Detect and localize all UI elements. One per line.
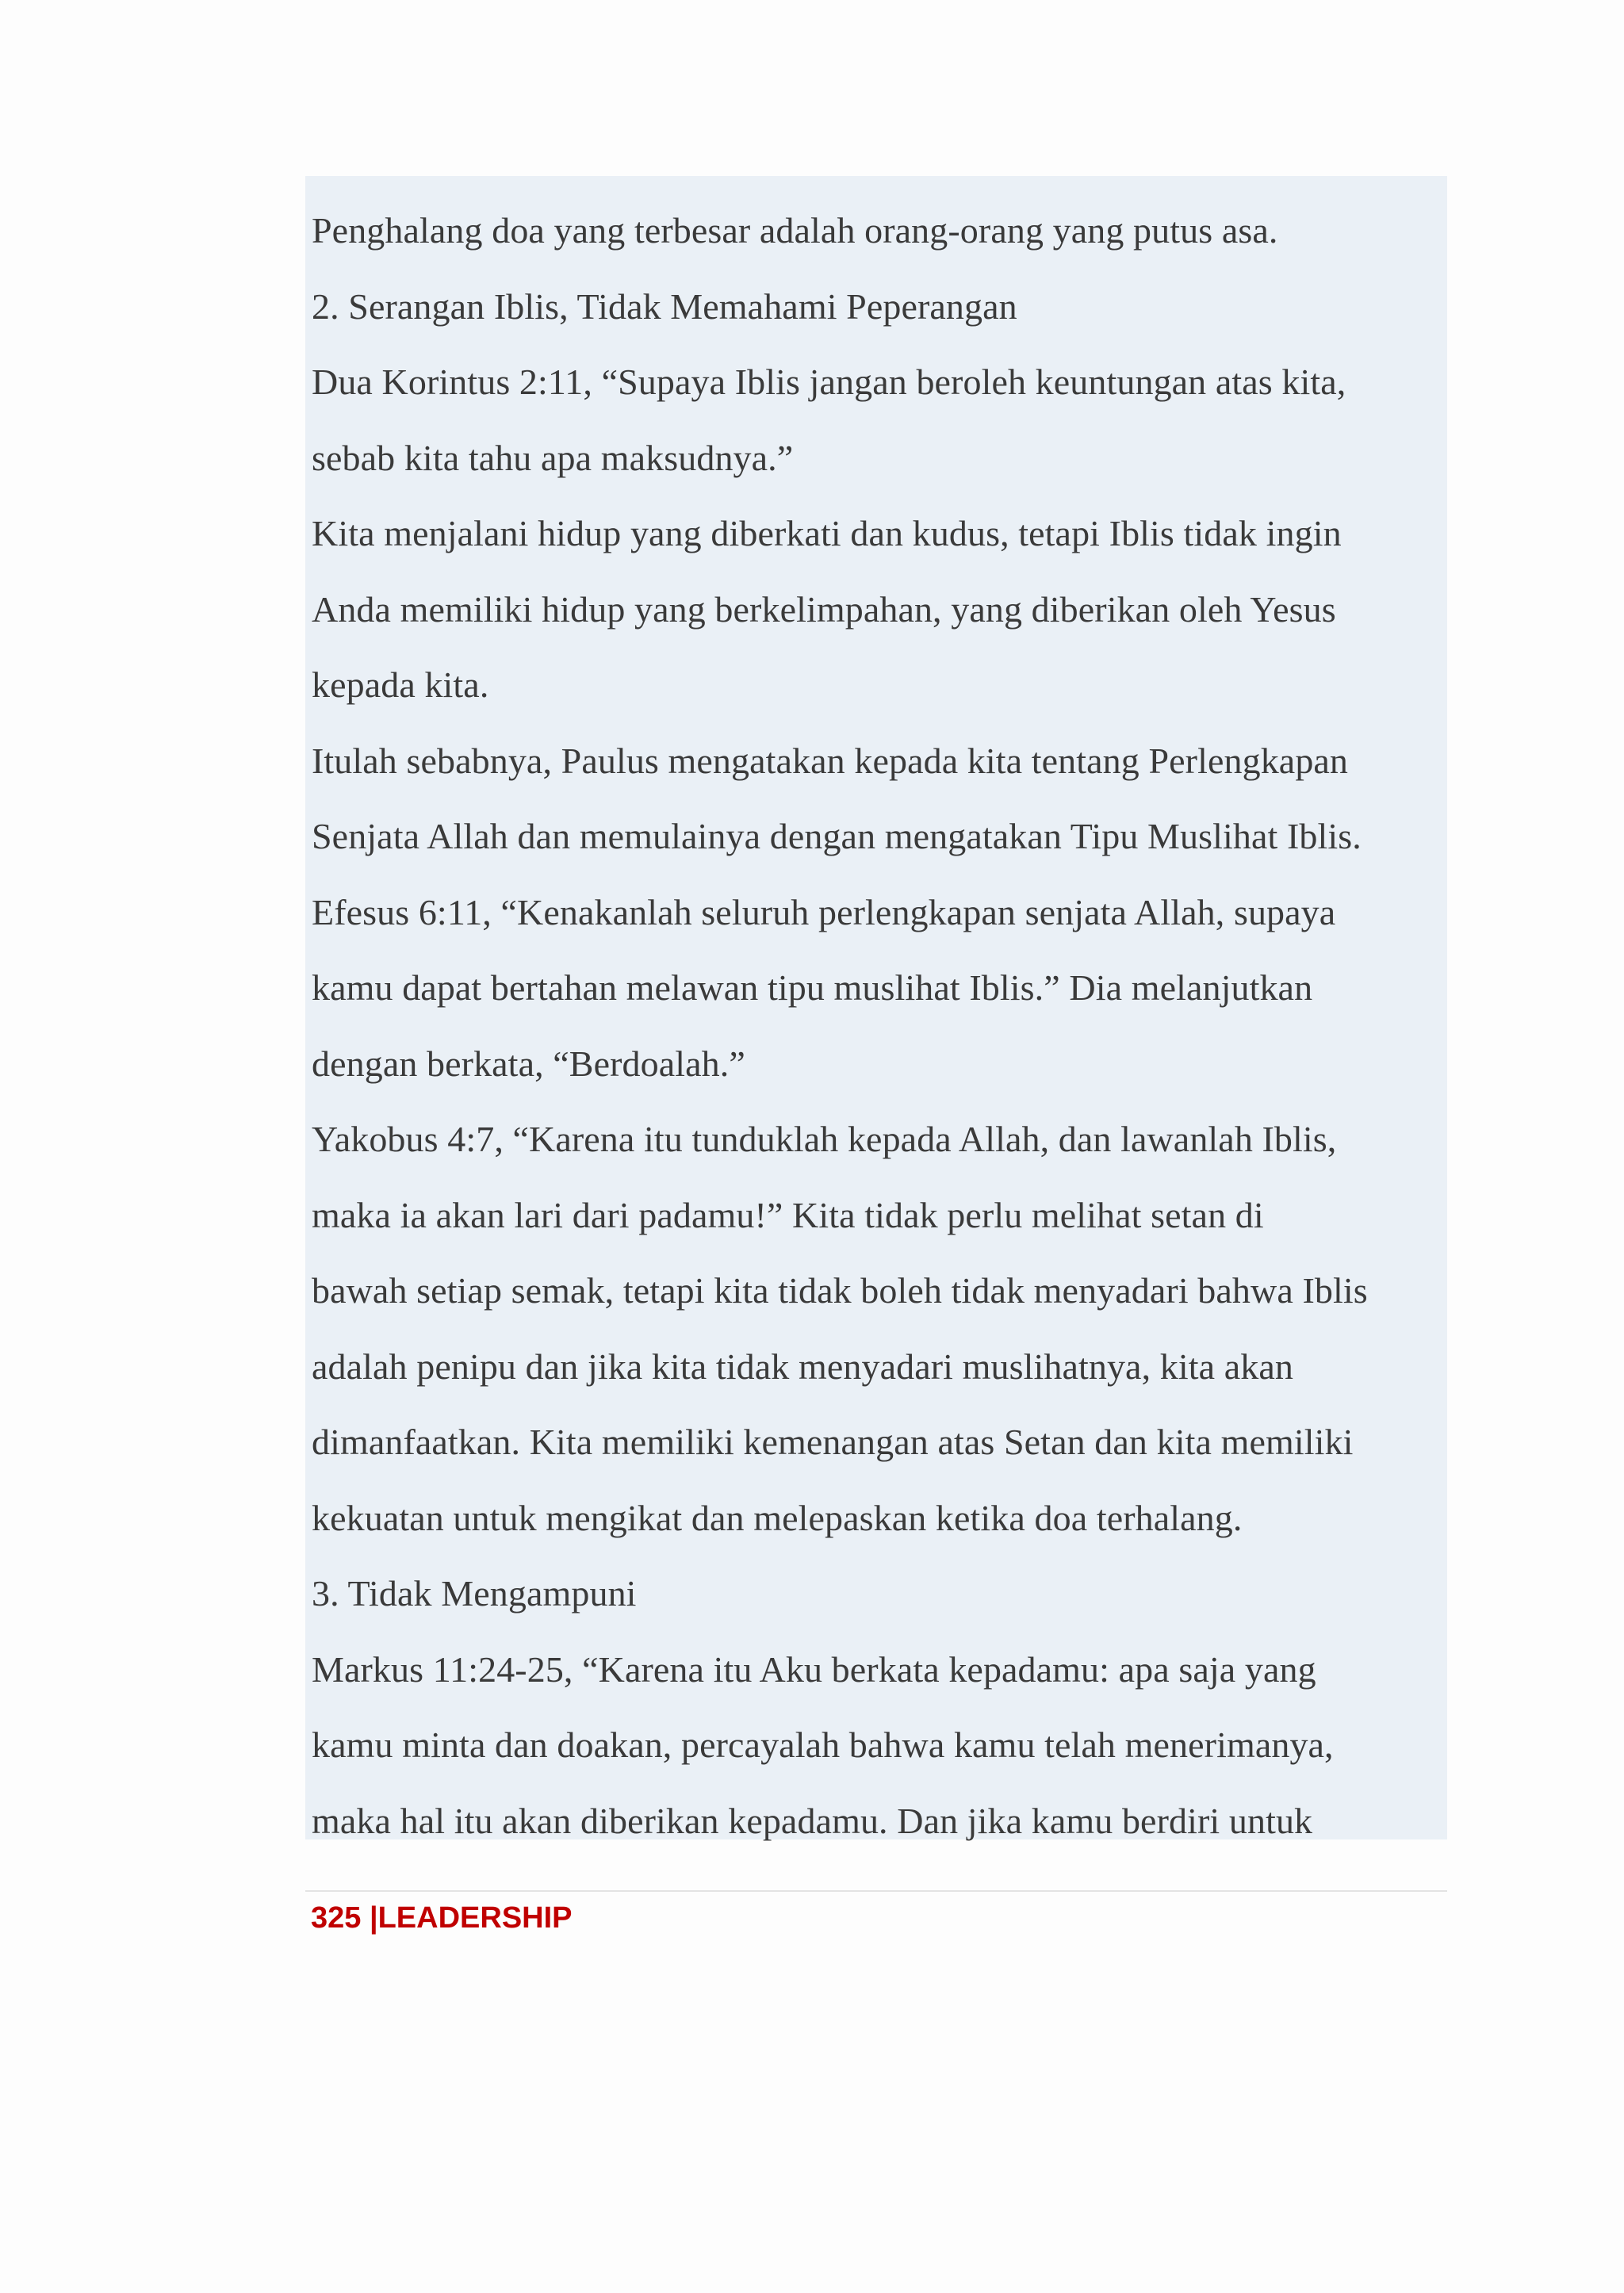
text-line: Penghalang doa yang terbesar adalah orang-orang yang putus asa. bbox=[312, 210, 1278, 251]
section-heading: 3. Tidak Mengampuni bbox=[312, 1573, 637, 1614]
text-line: maka hal itu akan diberikan kepadamu. Dan jika kamu berdiri untuk bbox=[312, 1800, 1313, 1841]
highlighted-text-block bbox=[305, 176, 1447, 1839]
text-line: Anda memiliki hidup yang berkelimpahan, yang diberikan oleh Yesus bbox=[312, 588, 1336, 630]
text-line: dimanfaatkan. Kita memiliki kemenangan atas Setan dan kita memiliki bbox=[312, 1422, 1354, 1462]
text-line: kekuatan untuk mengikat dan melepaskan ketika doa terhalang. bbox=[312, 1497, 1243, 1538]
body-text bbox=[312, 211, 1368, 1877]
section-heading: 2. Serangan Iblis, Tidak Memahami Peperangan bbox=[312, 285, 1017, 327]
text-line: maka ia akan lari dari padamu!” Kita tidak perlu melihat setan di bbox=[312, 1194, 1264, 1235]
text-line: Senjata Allah dan memulainya dengan mengatakan Tipu Muslihat Iblis. bbox=[312, 816, 1362, 856]
footer-divider bbox=[305, 1890, 1447, 1892]
text-line: bawah setiap semak, tetapi kita tidak boleh tidak menyadari bahwa Iblis bbox=[312, 1270, 1368, 1311]
text-line: adalah penipu dan jika kita tidak menyadari muslihatnya, kita akan bbox=[312, 1346, 1293, 1387]
text-line: Dua Korintus 2:11, “Supaya Iblis jangan beroleh keuntungan atas kita, bbox=[312, 362, 1346, 402]
text-line: dengan berkata, “Berdoalah.” bbox=[312, 1043, 745, 1084]
page-footer: 325 |LEADERSHIP bbox=[311, 1901, 573, 1935]
text-line: sebab kita tahu apa maksudnya.” bbox=[312, 437, 794, 478]
text-line: kamu dapat bertahan melawan tipu muslihat Iblis.” Dia melanjutkan bbox=[312, 967, 1313, 1008]
text-line: Kita menjalani hidup yang diberkati dan kudus, tetapi Iblis tidak ingin bbox=[312, 513, 1342, 553]
text-line: Itulah sebabnya, Paulus mengatakan kepada kita tentang Perlengkapan bbox=[312, 740, 1349, 781]
text-line: Yakobus 4:7, “Karena itu tunduklah kepada Allah, dan lawanlah Iblis, bbox=[312, 1119, 1337, 1159]
text-line: kamu minta dan doakan, percayalah bahwa kamu telah menerimanya, bbox=[312, 1725, 1334, 1765]
text-line: Efesus 6:11, “Kenakanlah seluruh perlengkapan senjata Allah, supaya bbox=[312, 891, 1336, 932]
text-line: Markus 11:24-25, “Karena itu Aku berkata kepadamu: apa saja yang bbox=[312, 1648, 1316, 1690]
text-line: kepada kita. bbox=[312, 664, 489, 705]
